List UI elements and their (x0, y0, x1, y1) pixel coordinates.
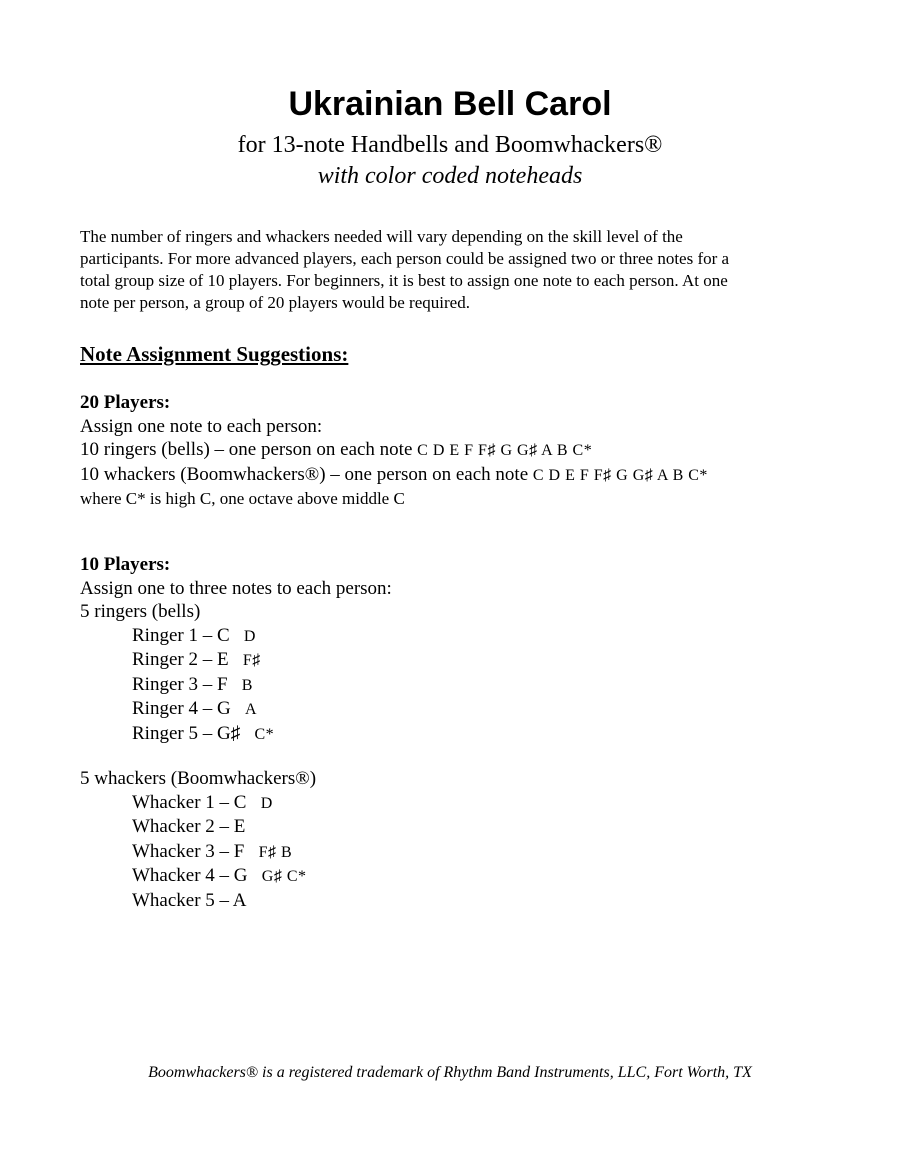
twenty-ringers-notes: C D E F F♯ G G♯ A B C* (417, 442, 593, 459)
twenty-whackers-line (80, 463, 708, 488)
twenty-whackers-prefix: 10 whackers (Boomwhackers®) – one person on each note (80, 463, 529, 485)
whacker-notes: G♯ C* (261, 868, 307, 885)
whacker-label: Whacker 2 – E (132, 816, 246, 837)
twenty-ringers-prefix: 10 ringers (bells) – one person on each note (80, 439, 413, 460)
ringer-notes: C* (254, 725, 275, 743)
whacker-item (80, 815, 316, 840)
twenty-players-heading: 20 Players: (80, 392, 171, 413)
twenty-whackers-notes: C D E F F♯ G G♯ A B C* (532, 466, 708, 484)
whacker-label: Whacker 5 – A (132, 889, 247, 911)
whacker-label: Whacker 3 – F (132, 840, 245, 862)
ringers-heading: 5 ringers (bells) (80, 601, 201, 622)
ten-players-assign: Assign one to three notes to each person: (80, 577, 392, 599)
document-subtitle: for 13-note Handbells and Boomwhackers® (237, 132, 663, 158)
ten-players-heading: 10 Players: (80, 554, 171, 575)
ringer-item (80, 673, 392, 698)
trademark-footer: Boomwhackers® is a registered trademark of Rhythm Band Instruments, LLC, Fort Worth, TX (148, 1064, 752, 1081)
ringer-label: Ringer 5 – G♯ (132, 722, 241, 744)
ringer-item (80, 697, 392, 722)
whacker-item (80, 840, 316, 865)
intro-line: participants. For more advanced players, each person could be assigned two or three notes for a (80, 249, 730, 268)
whackers-block (80, 767, 316, 913)
whacker-item (80, 791, 316, 816)
section-heading: Note Assignment Suggestions: (80, 342, 349, 366)
intro-line: note per person, a group of 20 players would be required. (80, 293, 470, 312)
intro-line: The number of ringers and whackers needed will vary depending on the skill level of the (80, 227, 683, 246)
twenty-ringers-line (80, 438, 708, 463)
whacker-notes: F♯ B (258, 843, 293, 861)
intro-paragraph (80, 226, 820, 314)
ringer-label: Ringer 2 – E (132, 649, 229, 670)
whacker-item (80, 864, 316, 889)
twenty-players-assign: Assign one note to each person: (80, 415, 323, 437)
document-title: Ukrainian Bell Carol (288, 85, 612, 123)
ringer-item (80, 648, 392, 673)
ringer-notes: B (241, 676, 253, 694)
ringer-item (80, 722, 392, 747)
ringer-item (80, 624, 392, 649)
twenty-players-note: where C* is high C, one octave above middle C (80, 489, 405, 508)
ringer-notes: A (244, 701, 257, 718)
twenty-players-block (80, 391, 708, 511)
ringer-notes: D (243, 627, 256, 645)
whackers-heading: 5 whackers (Boomwhackers®) (80, 768, 317, 789)
document-subtitle-italic: with color coded noteheads (317, 163, 583, 189)
whacker-label: Whacker 4 – G (132, 865, 248, 886)
ringer-label: Ringer 4 – G (132, 698, 231, 719)
whacker-notes: D (260, 794, 273, 812)
ringer-label: Ringer 1 – C (132, 624, 230, 646)
intro-line: total group size of 10 players. For beginners, it is best to assign one note to each person. At one (80, 271, 728, 290)
ten-players-block (80, 553, 392, 746)
whacker-label: Whacker 1 – C (132, 791, 247, 813)
whacker-item (80, 889, 316, 914)
ringer-label: Ringer 3 – F (132, 673, 228, 695)
ringer-notes: F♯ (242, 652, 261, 669)
